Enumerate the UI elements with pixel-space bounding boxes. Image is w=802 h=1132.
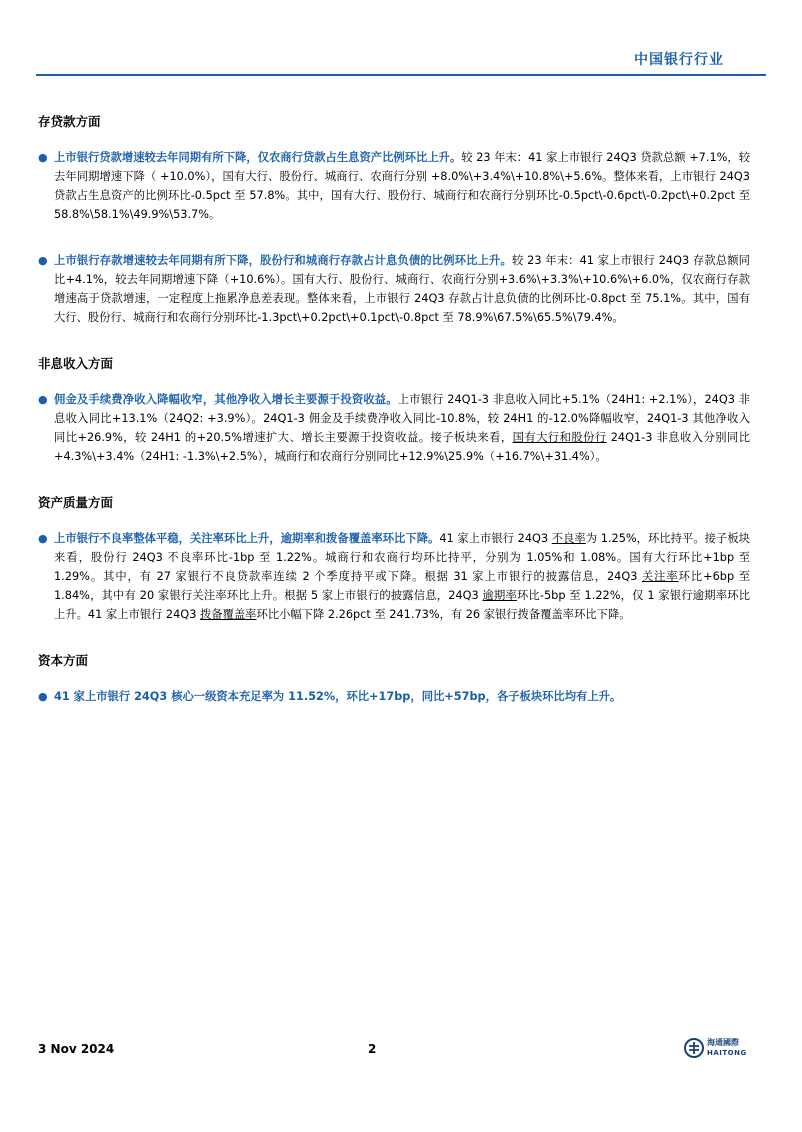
bullet-lead: 41 家上市银行 24Q3 核心一级资本充足率为 11.52%，环比+17bp，同比+57bp，各子板块环比均有上升。 — [54, 690, 622, 703]
underlined-term-npl-ratio: 不良率 — [551, 532, 586, 545]
report-body — [38, 112, 750, 733]
haitong-logo-icon — [684, 1038, 704, 1058]
header-divider — [36, 74, 766, 76]
logo-wordmark — [707, 1038, 747, 1058]
bullet-lead: 上市银行存款增速较去年同期有所下降，股份行和城商行存款占计息负债的比例环比上升。 — [54, 254, 512, 267]
bullet-lead: 佣金及手续费净收入降幅收窄，其他净收入增长主要源于投资收益。 — [54, 393, 398, 406]
bullet-dot-icon: ● — [38, 151, 48, 164]
bullet-fee-income — [38, 390, 750, 466]
bullet-lead: 上市银行贷款增速较去年同期有所下降，仅农商行贷款占生息资产比例环比上升。 — [54, 151, 462, 164]
underlined-term-special-mention: 关注率 — [641, 570, 679, 583]
bullet-dot-icon: ● — [38, 532, 48, 545]
bullet-text: 较 23 年末：41 家上市银行 24Q3 存款总额同比+4.1%，较去年同期增速下降（+10.6%）。国有大行、股份行、城商行、农商行分别+3.6%\+3.3%\+10.6%\+6.0%，仅农商行存款增速高于贷款增速，一定程度上拖累净息差表现。整体来看，上市银行 24Q3 存款占计息负债的比例环比-0.8pct 至 75.1%。其中，国有大行、股份行、城商行和农商行分别环比-1.3pct\+0.2pct\+0.1pct\-0.8pct 至 78.9%\67.5%\65.5%\79.4%。 — [54, 254, 750, 324]
footer-date: 3 Nov 2024 — [38, 1042, 115, 1056]
underlined-term-overdue-ratio: 逾期率 — [482, 589, 517, 602]
bullet-dot-icon: ● — [38, 254, 48, 267]
bullet-dot-icon: ● — [38, 393, 48, 406]
haitong-logo — [684, 1038, 747, 1058]
bullet-text: 环比小幅下降 2.26pct 至 241.73%，有 26 家银行拨备覆盖率环比下降。 — [256, 608, 631, 621]
bullet-dot-icon: ● — [38, 690, 48, 703]
bullet-loans — [38, 148, 750, 224]
bullet-text: 24Q1-3 非息收入分别同比+4.3%\+3.4%（24H1: -1.3%\+2.5%），城商行和农商行分别同比+12.9%\25.9%（+16.7%\+31.4%）。 — [54, 431, 750, 463]
report-category-title: 中国银行行业 — [634, 52, 724, 68]
section-heading-non-interest-income: 非息收入方面 — [38, 356, 114, 371]
bullet-lead: 上市银行不良率整体平稳，关注率环比上升，逾期率和拨备覆盖率环比下降。 — [54, 532, 440, 545]
bullet-text: 为 1.25%，环比持平。接子板块来看，股份行 24Q3 不良率环比-1bp 至 1.22%。城商行和农商行均环比持平，分别为 1.05%和 1.08%。国有大行环比+1bp 至 1.29%。其中，有 27 家银行不良贷款率连续 2 个季度持平或下降。根据 31 家上市银行的披露信息，24Q3 — [54, 532, 750, 583]
bullet-text: 较 23 年末：41 家上市银行 24Q3 贷款总额 +7.1%，较去年同期增速下降（ +10.0%），国有大行、股份行、城商行、农商行分别 +8.0%\+3.4%\+10.8%\+5.6%。整体来看，上市银行 24Q3 贷款占生息资产的比例环比-0.5pct 至 57.8%。其中，国有大行、股份行、城商行和农商行分别环比-0.5pct\-0.6pct\-0.2pct\+0.2pct 至 58.8%\58.1%\49.9%\53.7%。 — [54, 151, 750, 221]
bullet-text: 环比+6bp 至 1.84%，其中有 20 家银行关注率环比上升。根据 5 家上市银行的披露信息，24Q3 — [54, 570, 750, 602]
bullet-text: 41 家上市银行 24Q3 — [439, 532, 552, 545]
bullet-capital — [38, 687, 750, 706]
bullet-asset-quality — [38, 529, 750, 624]
bullet-deposits — [38, 251, 750, 327]
underlined-term: 国有大行和股份行 — [512, 431, 607, 444]
section-heading-asset-quality: 资产质量方面 — [38, 495, 114, 510]
page-number: 2 — [368, 1042, 377, 1056]
bullet-text: 上市银行 24Q1-3 非息收入同比+5.1%（24H1: +2.1%），24Q3 非息收入同比+13.1%（24Q2: +3.9%）。24Q1-3 佣金及手续费净收入同比-10.8%，较 24H1 的-12.0%降幅收窄，24Q1-3 其他净收入同比+26.9%，较 24H1 的+20.5%增速扩大、增长主要源于投资收益。接子板块来看， — [54, 393, 750, 444]
bullet-text: 环比-5bp 至 1.22%，仅 1 家银行逾期率环比上升。41 家上市银行 24Q3 — [54, 589, 750, 621]
section-heading-deposits-loans: 存贷款方面 — [38, 114, 101, 129]
underlined-term-provision-coverage: 拨备覆盖率 — [199, 608, 257, 621]
logo-english-name: HAITONG — [707, 1049, 747, 1057]
section-heading-capital: 资本方面 — [38, 653, 89, 668]
logo-chinese-name: 海通國際 — [707, 1038, 739, 1047]
